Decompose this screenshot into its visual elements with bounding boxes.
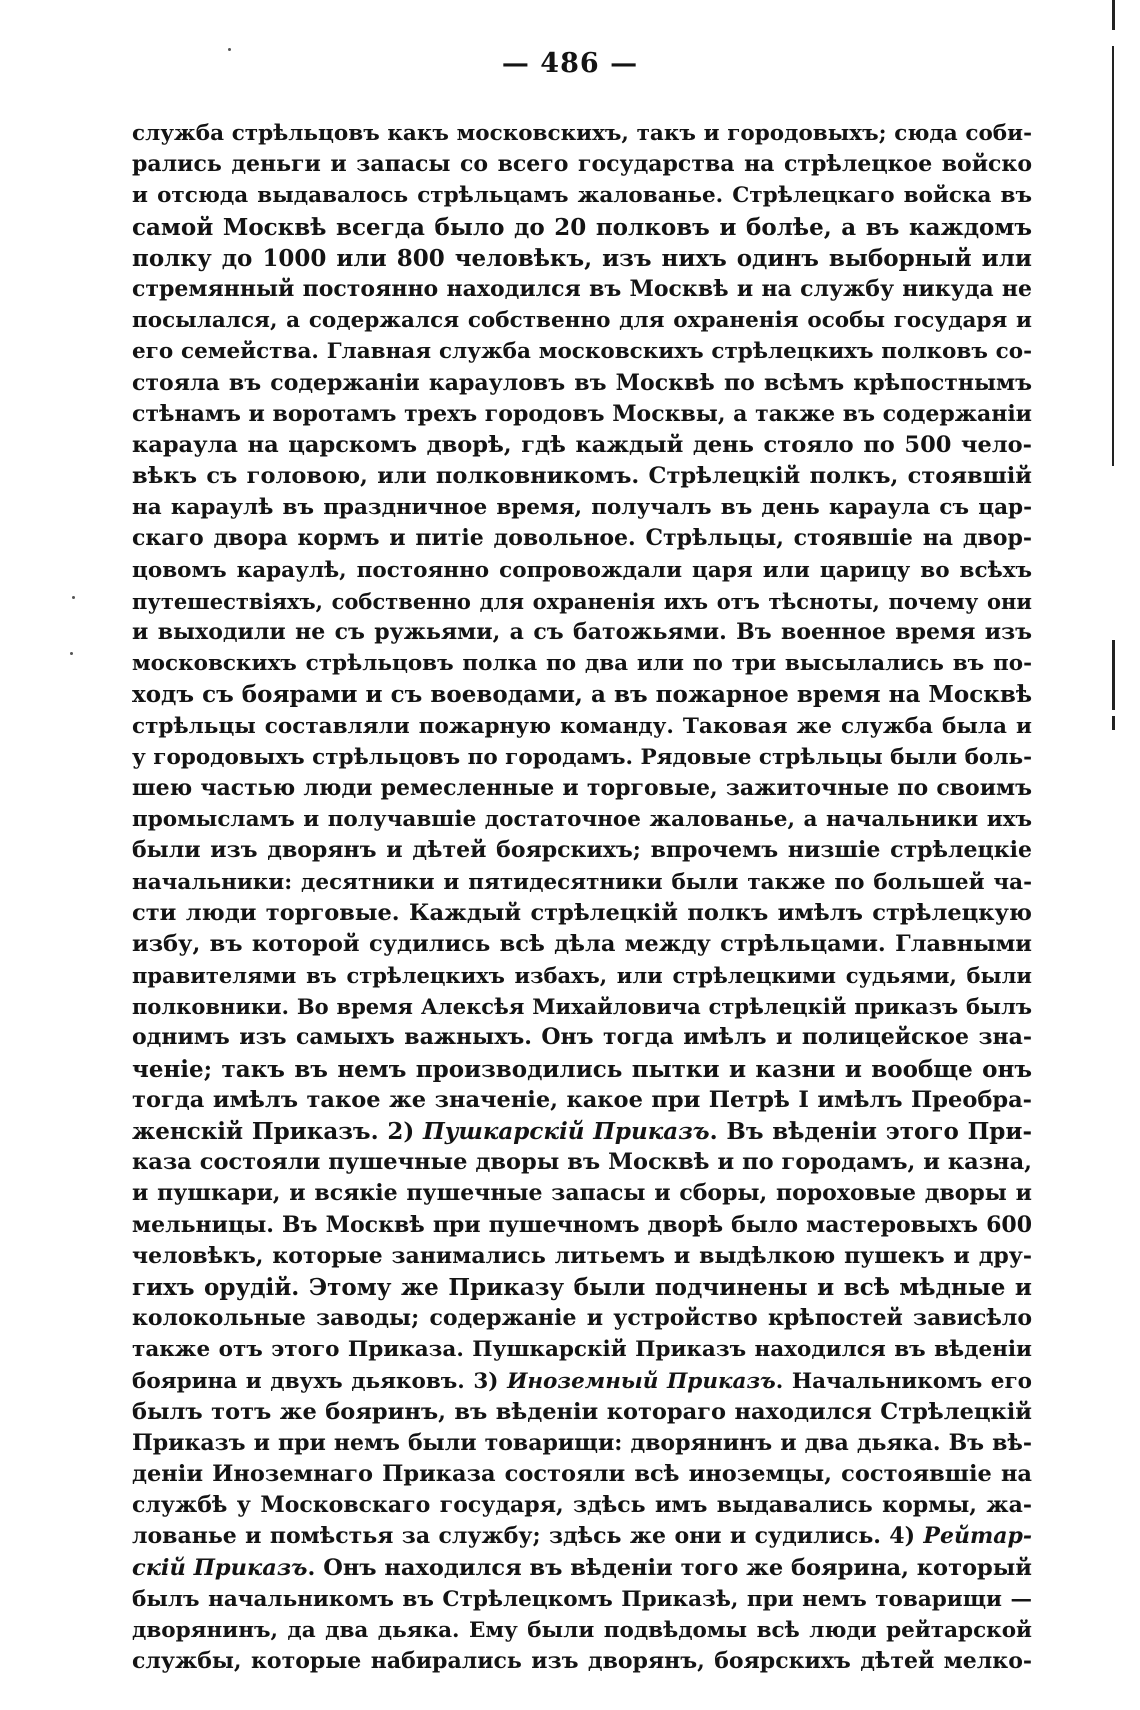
- text-line: [132, 1459, 1032, 1490]
- text-segment: стояла въ содержаніи карауловъ въ Москвѣ по всѣмъ крѣпостнымъ: [132, 369, 1032, 396]
- text-line: [132, 1553, 1032, 1584]
- text-segment: службы, которые набирались изъ дворянъ, боярскихъ дѣтей мелко-: [132, 1648, 1032, 1675]
- text-segment: женскій Приказъ. 2): [132, 1118, 424, 1145]
- text-line: [132, 1428, 1032, 1459]
- text-segment: начальники: десятники и пятидесятники были также по большей ча-: [132, 869, 1032, 895]
- text-segment: промысламъ и получавшіе достаточное жалованье, а начальники ихъ: [132, 807, 1032, 833]
- text-line: [132, 399, 1032, 430]
- scan-edge-mark: [1112, 716, 1115, 730]
- text-line: [132, 461, 1032, 492]
- text-line: [132, 1303, 1032, 1334]
- text-line: [132, 149, 1032, 180]
- text-line: [132, 180, 1032, 211]
- text-segment: и пушкари, и всякіе пушечные запасы и сборы, пороховые дворы и: [132, 1180, 1032, 1207]
- text-segment: также отъ этого Приказа. Пушкарскій Приказъ находился въ вѣденіи: [132, 1337, 1032, 1363]
- text-line: [132, 430, 1032, 461]
- text-line: [132, 336, 1032, 367]
- text-line: [132, 617, 1032, 648]
- text-segment: караула на царскомъ дворѣ, гдѣ каждый день стояло по 500 чело-: [132, 431, 1032, 458]
- text-segment: каза состояли пушечные дворы въ Москвѣ и по городамъ, и казна,: [132, 1149, 1032, 1176]
- text-segment: человѣкъ, которые занимались литьемъ и выдѣлкою пушекъ и дру-: [132, 1242, 1032, 1269]
- text-segment: ходъ съ боярами и съ воеводами, а въ пожарное время на Москвѣ: [132, 681, 1032, 709]
- italic-title: скій Приказъ: [132, 1554, 308, 1581]
- text-segment: лованье и помѣстья за службу; здѣсь же они и судились. 4): [132, 1523, 924, 1550]
- text-segment: полку до 1000 или 800 человѣкъ, изъ нихъ одинъ выборный или: [132, 244, 1032, 272]
- text-segment: сти люди торговые. Каждый стрѣлецкій полкъ имѣлъ стрѣлецкую: [132, 899, 1032, 926]
- text-line: [132, 243, 1032, 274]
- text-line: [132, 1334, 1032, 1365]
- text-line: [132, 1397, 1032, 1428]
- body-text: [132, 118, 1032, 1677]
- text-line: [132, 1022, 1032, 1053]
- text-line: [132, 523, 1032, 554]
- text-segment: скаго двора кормъ и питіе довольное. Стрѣльцы, стоявшіе на двор-: [132, 525, 1032, 552]
- text-segment: шею частью люди ремесленные и торговые, зажиточные по своимъ: [132, 774, 1032, 801]
- text-segment: служба стрѣльцовъ какъ московскихъ, такъ и городовыхъ; сюда соби-: [132, 121, 1032, 146]
- text-segment: гихъ орудій. Этому же Приказу были подчинены и всѣ мѣдные и: [132, 1273, 1032, 1301]
- scan-edge-mark: [1112, 0, 1115, 30]
- text-segment: дворянинъ, да два дьяка. Ему были подвѣдомы всѣ люди рейтарской: [132, 1618, 1032, 1643]
- text-line: [132, 1646, 1032, 1677]
- text-segment: тогда имѣлъ такое же значеніе, какое при Петрѣ I имѣлъ Преобра-: [132, 1086, 1032, 1113]
- text-line: [132, 555, 1032, 586]
- text-line: [132, 1116, 1032, 1147]
- text-segment: однимъ изъ самыхъ важныхъ. Онъ тогда имѣлъ и полицейское зна-: [132, 1024, 1032, 1051]
- text-segment: былъ начальникомъ въ Стрѣлецкомъ Приказѣ, при немъ товарищи —: [132, 1586, 1032, 1612]
- text-segment: путешествіяхъ, собственно для охраненія ихъ отъ тѣсноты, почему они: [132, 588, 1032, 614]
- text-segment: цовомъ караулѣ, постоянно сопровождали царя или царицу во всѣхъ: [132, 557, 1032, 583]
- text-line: [132, 586, 1032, 617]
- text-segment: избу, въ которой судились всѣ дѣла между стрѣльцами. Главными: [132, 930, 1032, 957]
- text-segment: службѣ у Московскаго государя, здѣсь имъ выдавались кормы, жа-: [132, 1492, 1032, 1519]
- text-line: [132, 679, 1032, 710]
- text-segment: у городовыхъ стрѣльцовъ по городамъ. Рядовые стрѣльцы были боль-: [132, 744, 1032, 770]
- italic-title: Рейтар-: [923, 1523, 1032, 1550]
- scan-dot: [70, 652, 73, 655]
- text-segment: Приказъ и при немъ были товарищи: дворянинъ и два дьяка. Въ вѣ-: [132, 1429, 1032, 1456]
- text-segment: и выходили не съ ружьями, а съ батожьями. Въ военное время изъ: [132, 619, 1032, 645]
- text-line: [132, 804, 1032, 835]
- text-line: [132, 274, 1032, 305]
- text-line: [132, 1241, 1032, 1272]
- text-line: [132, 305, 1032, 336]
- text-line: [132, 835, 1032, 866]
- scan-edge-mark: [1112, 640, 1115, 710]
- text-line: [132, 1584, 1032, 1615]
- text-line: [132, 991, 1032, 1022]
- text-segment: деніи Иноземнаго Приказа состояли всѣ иноземцы, состоявшіе на: [132, 1461, 1032, 1488]
- text-line: [132, 742, 1032, 773]
- text-segment: колокольные заводы; содержаніе и устройство крѣпостей зависѣло: [132, 1305, 1032, 1332]
- scan-dot: [72, 596, 75, 599]
- text-segment: правителями въ стрѣлецкихъ избахъ, или стрѣлецкими судьями, были: [132, 963, 1032, 989]
- text-segment: были изъ дворянъ и дѣтей боярскихъ; впрочемъ низшіе стрѣлецкіе: [132, 837, 1032, 864]
- text-segment: . Начальникомъ его: [775, 1368, 1032, 1394]
- text-line: [132, 1147, 1032, 1178]
- text-line: [132, 1210, 1032, 1241]
- text-segment: . Онъ находился въ вѣденіи того же боярина, который: [307, 1554, 1032, 1581]
- scan-dot: [228, 48, 231, 51]
- text-line: [132, 118, 1032, 149]
- text-segment: мельницы. Въ Москвѣ при пушечномъ дворѣ было мастеровыхъ 600: [132, 1211, 1032, 1238]
- text-segment: на караулѣ въ праздничное время, получалъ въ день караула съ цар-: [132, 495, 1032, 521]
- text-segment: вѣкъ съ головою, или полковникомъ. Стрѣлецкій полкъ, стоявшій: [132, 463, 1032, 490]
- text-line: [132, 1054, 1032, 1085]
- text-segment: и отсюда выдавалось стрѣльцамъ жалованье. Стрѣлецкаго войска въ: [132, 183, 1032, 209]
- text-segment: полковники. Во время Алексѣя Михайловича стрѣлецкій приказъ былъ: [132, 994, 1032, 1020]
- text-line: [132, 773, 1032, 804]
- text-segment: боярина и двухъ дьяковъ. 3): [132, 1368, 508, 1394]
- text-line: [132, 1272, 1032, 1303]
- text-line: [132, 648, 1032, 679]
- text-segment: московскихъ стрѣльцовъ полка по два или по три высылались въ по-: [132, 651, 1032, 677]
- text-line: [132, 1615, 1032, 1646]
- text-line: [132, 492, 1032, 523]
- text-line: [132, 1490, 1032, 1521]
- text-segment: посылался, а содержался собственно для охраненія особы государя и: [132, 308, 1032, 334]
- text-segment: самой Москвѣ всегда было до 20 полковъ и болѣе, а въ каждомъ: [132, 213, 1032, 241]
- text-segment: стѣнамъ и воротамъ трехъ городовъ Москвы, а также въ содержаніи: [132, 400, 1032, 427]
- text-segment: стремянный постоянно находился въ Москвѣ и на службу никуда не: [132, 275, 1032, 302]
- text-line: [132, 1178, 1032, 1209]
- text-segment: былъ тотъ же бояринъ, въ вѣденіи котораго находился Стрѣлецкій: [132, 1398, 1032, 1425]
- text-segment: его семейства. Главная служба московскихъ стрѣлецкихъ полковъ со-: [132, 339, 1032, 365]
- text-line: [132, 368, 1032, 399]
- text-segment: . Въ вѣденіи этого При-: [709, 1118, 1032, 1145]
- text-line: [132, 1521, 1032, 1552]
- text-line: [132, 960, 1032, 991]
- text-segment: стрѣльцы составляли пожарную команду. Таковая же служба была и: [132, 713, 1032, 739]
- text-segment: рались деньги и запасы со всего государства на стрѣлецкое войско: [132, 151, 1032, 178]
- italic-title: Пушкарскій Приказъ: [423, 1118, 710, 1145]
- page-number: — 486 —: [501, 48, 639, 79]
- text-line: [132, 711, 1032, 742]
- text-line: [132, 212, 1032, 243]
- text-line: [132, 867, 1032, 898]
- text-line: [132, 1085, 1032, 1116]
- text-line: [132, 898, 1032, 929]
- text-line: [132, 1366, 1032, 1397]
- text-line: [132, 929, 1032, 960]
- italic-title: Иноземный Приказъ: [507, 1368, 776, 1394]
- text-segment: ченіе; такъ въ немъ производились пытки и казни и вообще онъ: [132, 1055, 1032, 1083]
- scan-edge-mark: [1112, 46, 1114, 466]
